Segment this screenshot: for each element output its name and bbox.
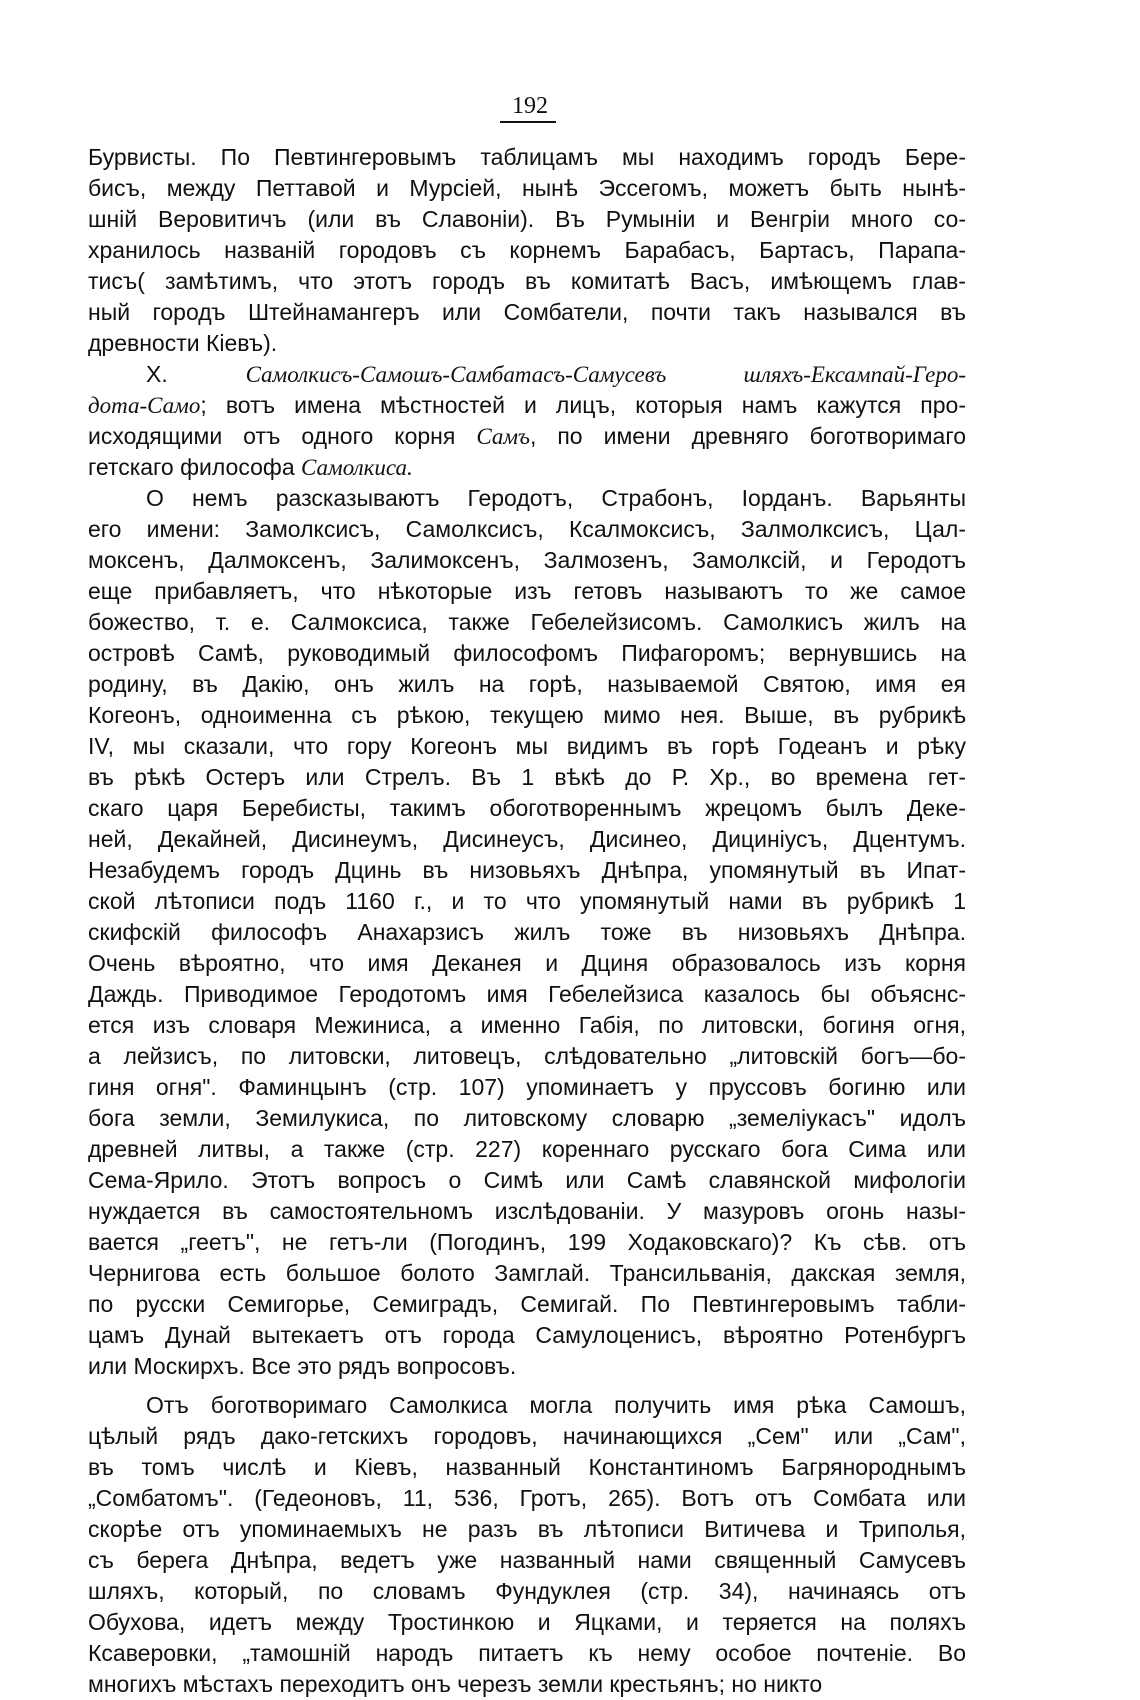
text-line (88, 142, 966, 173)
text-body (88, 142, 966, 1700)
text-line (88, 1351, 966, 1382)
text-segment: Сема-Ярило. Этотъ вопросъ о Симѣ или Самѣ славянской мифологіи (88, 1167, 966, 1193)
text-segment: ней, Декайней, Дисинеумъ, Дисинеусъ, Дисинео, Дициніусъ, Дцентумъ. (88, 826, 966, 852)
text-line (88, 638, 966, 669)
text-line (88, 793, 966, 824)
text-line (88, 1010, 966, 1041)
text-segment: древности Кіевъ). (88, 330, 278, 356)
text-segment: или Москирхъ. Все это рядъ вопросовъ. (88, 1353, 517, 1379)
text-segment: нуждается въ самостоятельномъ изслѣдованіи. У мазуровъ огонь назы- (88, 1198, 966, 1224)
text-segment: X. (146, 361, 246, 387)
text-line (88, 731, 966, 762)
text-line (88, 1320, 966, 1351)
italic-text: Самолкиса. (301, 455, 413, 480)
text-segment: многихъ мѣстахъ переходитъ онъ черезъ земли крестьянъ; но никто (88, 1671, 823, 1697)
text-segment: Ксаверовки, „тамошній народъ питаетъ къ нему особое почтеніе. Во (88, 1640, 966, 1666)
text-segment: Бурвисты. По Певтингеровымъ таблицамъ мы находимъ городъ Бере- (88, 144, 966, 170)
text-line (88, 483, 966, 514)
text-segment: скифскій философъ Анахарзисъ жилъ тоже въ низовьяхъ Днѣпра. (88, 919, 966, 945)
text-segment: ется изъ словаря Межиниса, а именно Габія, по литовски, богиня огня, (88, 1012, 966, 1038)
text-line (88, 1483, 966, 1514)
paragraph (88, 483, 966, 1382)
text-line (88, 1545, 966, 1576)
text-segment: Чернигова есть большое болото Замглай. Трансильванія, дакская земля, (88, 1260, 966, 1286)
text-segment: еще прибавляетъ, что нѣкоторые изъ гетовъ называютъ то же самое (88, 578, 966, 604)
text-line (88, 1669, 966, 1700)
paragraph (88, 1390, 966, 1700)
text-line (88, 452, 966, 483)
text-segment: въ рѣкѣ Остеръ или Стрелъ. Въ 1 вѣкѣ до Р. Хр., во времена гет- (88, 764, 966, 790)
text-segment: Обухова, идетъ между Тростинкою и Яцками, и теряется на поляхъ (88, 1609, 966, 1635)
text-segment: Отъ боготворимаго Самолкиса могла получить имя рѣка Самошъ, (146, 1392, 966, 1418)
text-line (88, 1041, 966, 1072)
page-number: 192 (512, 93, 548, 119)
text-line (88, 1607, 966, 1638)
text-segment: О немъ разсказываютъ Геродотъ, Страбонъ, Іорданъ. Варьянты (146, 485, 966, 511)
text-line (88, 669, 966, 700)
text-segment: а лейзисъ, по литовски, литовецъ, слѣдовательно „литовскій богъ—бо- (88, 1043, 966, 1069)
text-segment: Незабудемъ городъ Дцинь въ низовьяхъ Днѣпра, упомянутый въ Ипат- (88, 857, 966, 883)
text-segment: ный городъ Штейнамангеръ или Сомбатели, почти такъ назывался въ (88, 299, 966, 325)
text-line (88, 917, 966, 948)
text-segment: съ берега Днѣпра, ведетъ уже названный нами священный Самусевъ (88, 1547, 966, 1573)
text-line (88, 328, 966, 359)
text-line (88, 1134, 966, 1165)
text-line (88, 1072, 966, 1103)
text-segment: шній Веровитичъ (или въ Славоніи). Въ Румыніи и Венгріи много со- (88, 206, 966, 232)
text-line (88, 1258, 966, 1289)
text-segment: IV, мы сказали, что гору Когеонъ мы видимъ въ горѣ Годеанъ и рѣку (88, 733, 966, 759)
text-line (88, 266, 966, 297)
text-line (88, 1390, 966, 1421)
text-segment: исходящими отъ одного корня (88, 423, 477, 449)
text-segment: гетскаго философа (88, 454, 302, 480)
text-line (88, 1227, 966, 1258)
text-line (88, 855, 966, 886)
text-segment: Даждь. Приводимое Геродотомъ имя Гебелейзиса казалось бы объяснс- (88, 981, 966, 1007)
text-line (88, 607, 966, 638)
page-number-underline (500, 121, 556, 123)
text-line (88, 762, 966, 793)
text-segment: Когеонъ, одноименна съ рѣкою, текущею мимо нея. Выше, въ рубрикѣ (88, 702, 966, 728)
text-line (88, 173, 966, 204)
italic-text: Самъ (476, 424, 530, 449)
italic-text: дота-Само (88, 393, 201, 418)
text-line (88, 1289, 966, 1320)
text-line (88, 421, 966, 452)
text-line (88, 514, 966, 545)
text-segment: тисъ( замѣтимъ, что этотъ городъ въ комитатѣ Васъ, имѣющемъ глав- (88, 268, 966, 294)
text-segment: въ томъ числѣ и Кіевъ, названный Константиномъ Багрянороднымъ (88, 1454, 966, 1480)
text-segment: бисъ, между Петтавой и Мурсіей, нынѣ Эссегомъ, можетъ быть нынѣ- (88, 175, 966, 201)
text-segment: ской лѣтописи подъ 1160 г., и то что упомянутый нами въ рубрикѣ 1 (88, 888, 966, 914)
text-line (88, 576, 966, 607)
italic-text: Самолкисъ-Самошъ-Самбатасъ-Самусевъ шляхъ-Ексампай-Геро- (245, 362, 966, 387)
text-segment: островѣ Самѣ, руководимый философомъ Пифагоромъ; вернувшись на (88, 640, 966, 666)
text-line (88, 700, 966, 731)
text-line (88, 824, 966, 855)
text-line (88, 297, 966, 328)
text-line (88, 359, 966, 390)
text-line (88, 1165, 966, 1196)
text-segment: моксенъ, Далмоксенъ, Залимоксенъ, Залмозенъ, Замолксій, и Геродотъ (88, 547, 966, 573)
text-line (88, 1514, 966, 1545)
text-line (88, 886, 966, 917)
text-line (88, 545, 966, 576)
text-line (88, 1421, 966, 1452)
text-segment: цамъ Дунай вытекаетъ отъ города Самулоценисъ, вѣроятно Ротенбургъ (88, 1322, 966, 1348)
text-line (88, 979, 966, 1010)
text-line (88, 1103, 966, 1134)
text-line (88, 235, 966, 266)
text-segment: ; вотъ имена мѣстностей и лицъ, которыя намъ кажутся про- (200, 392, 966, 418)
text-line (88, 1452, 966, 1483)
text-segment: хранилось названій городовъ съ корнемъ Барабасъ, Бартасъ, Парапа- (88, 237, 966, 263)
text-segment: божество, т. е. Салмоксиса, также Гебелейзисомъ. Самолкисъ жилъ на (88, 609, 966, 635)
text-segment: гиня огня". Фаминцынъ (стр. 107) упоминаетъ у пруссовъ богиню или (88, 1074, 966, 1100)
paragraph (88, 359, 966, 483)
text-segment: скорѣе отъ упоминаемыхъ не разъ въ лѣтописи Витичева и Триполья, (88, 1516, 966, 1542)
text-line (88, 1638, 966, 1669)
text-segment: по русски Семигорье, Семиградъ, Семигай. По Певтингеровымъ табли- (88, 1291, 966, 1317)
paragraph (88, 142, 966, 359)
text-segment: вается „геетъ", не гетъ-ли (Погодинъ, 199 Ходаковскаго)? Къ сѣв. отъ (88, 1229, 966, 1255)
text-segment: Очень вѣроятно, что имя Деканея и Дциня образовалось изъ корня (88, 950, 966, 976)
text-segment: древней литвы, а также (стр. 227) кореннаго русскаго бога Сима или (88, 1136, 966, 1162)
text-segment: скаго царя Беребисты, такимъ обоготвореннымъ жрецомъ былъ Деке- (88, 795, 966, 821)
text-line (88, 1576, 966, 1607)
text-line (88, 1196, 966, 1227)
text-segment: бога земли, Земилукиса, по литовскому словарю „земеліукасъ" идолъ (88, 1105, 966, 1131)
text-line (88, 204, 966, 235)
text-segment: шляхъ, который, по словамъ Фундуклея (стр. 34), начинаясь отъ (88, 1578, 966, 1604)
text-segment: „Сомбатомъ". (Гедеоновъ, 11, 536, Гротъ, 265). Вотъ отъ Сомбата или (88, 1485, 966, 1511)
text-segment: родину, въ Дакію, онъ жилъ на горѣ, называемой Святою, имя ея (88, 671, 966, 697)
text-segment: цѣлый рядъ дако-гетскихъ городовъ, начинающихся „Сем" или „Сам", (88, 1423, 966, 1449)
text-segment: его имени: Замолксисъ, Самолксисъ, Ксалмоксисъ, Залмолксисъ, Цал- (88, 516, 966, 542)
text-segment: , по имени древняго боготворимаго (529, 423, 966, 449)
text-line (88, 948, 966, 979)
text-line (88, 390, 966, 421)
